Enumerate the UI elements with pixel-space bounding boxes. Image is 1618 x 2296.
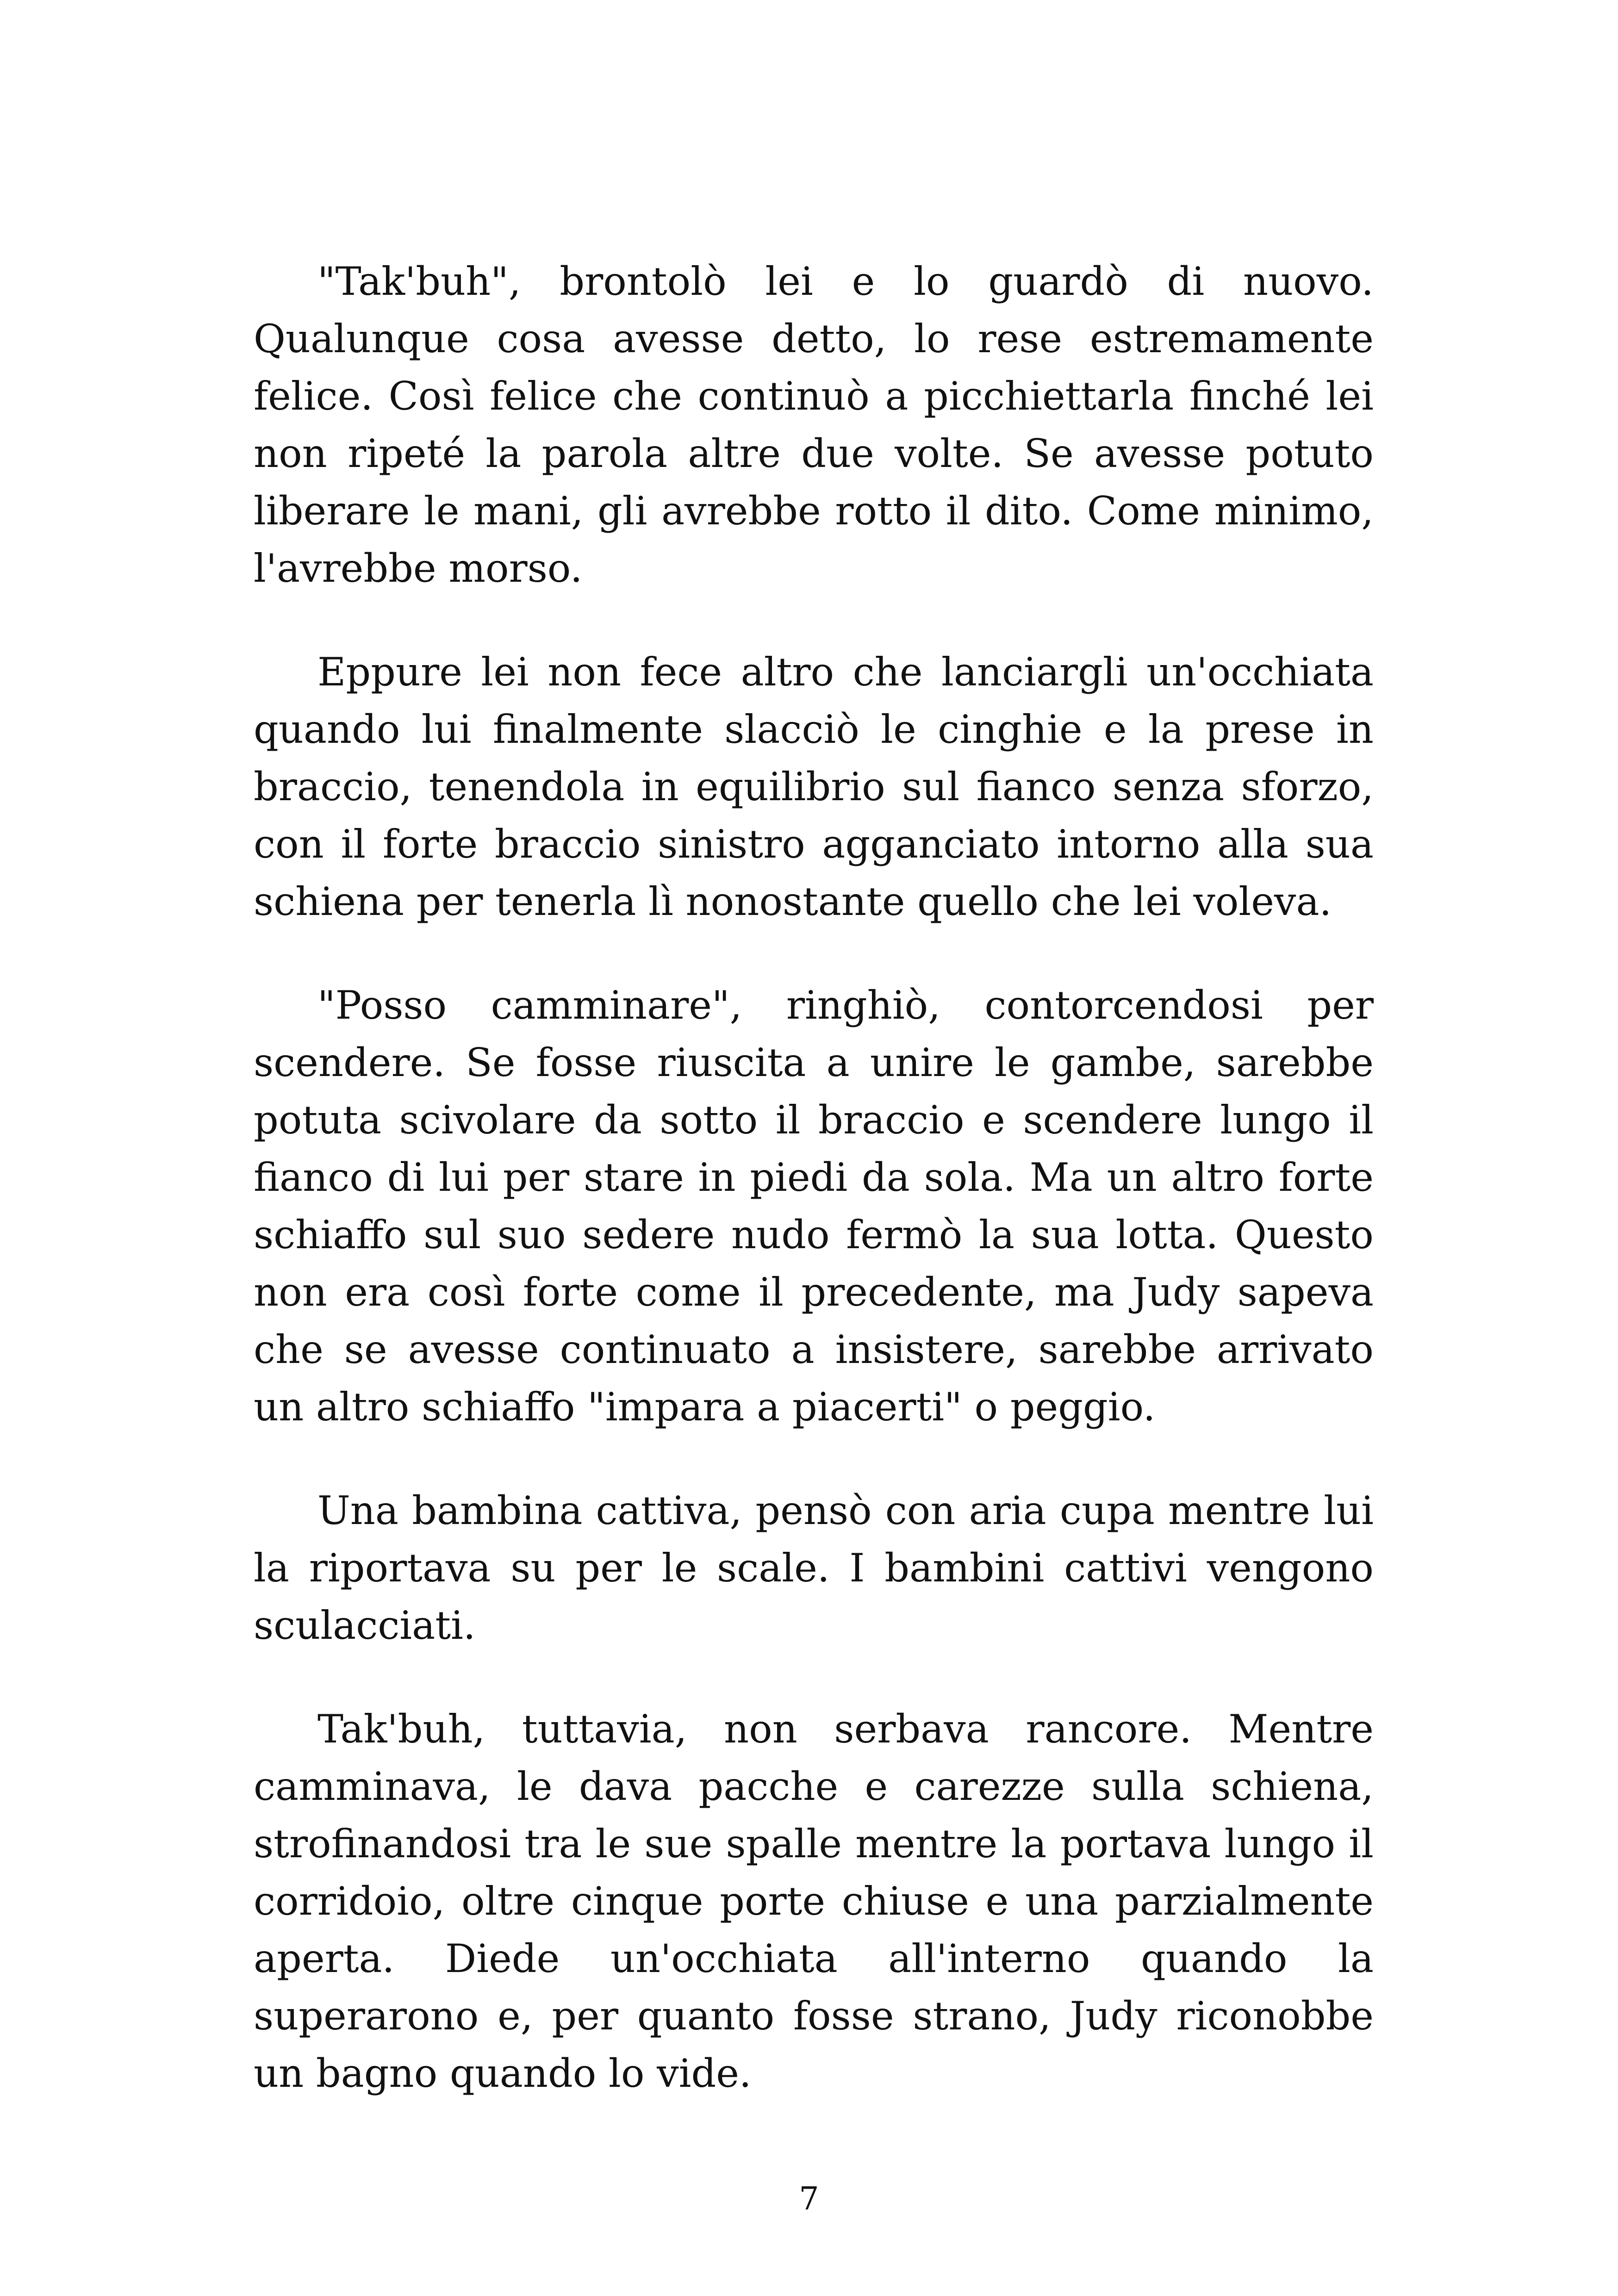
body-text bbox=[254, 253, 1374, 2148]
paragraph: Una bambina cattiva, pensò con aria cupa mentre lui la riportava su per le scale. I bambini cattivi vengono sculacciati. bbox=[254, 1488, 1374, 1648]
paragraph: "Tak'buh", brontolò lei e lo guardò di nuovo. Qualunque cosa avesse detto, lo rese estremamente felice. Così felice che continuò a picchiettarla finché lei non ripeté la parola altre due volte. Se avesse potuto liberare le mani, gli avrebbe rotto il dito. Come minimo, l'avrebbe morso. bbox=[254, 259, 1374, 591]
paragraph: Eppure lei non fece altro che lanciargli un'occhiata quando lui finalmente slacciò le cinghie e la prese in braccio, tenendola in equilibrio sul fianco senza sforzo, con il forte braccio sinistro agganciato intorno alla sua schiena per tenerla lì nonostante quello che lei voleva. bbox=[254, 649, 1374, 924]
paragraph: "Posso camminare", ringhiò, contorcendosi per scendere. Se fosse riuscita a unire le gambe, sarebbe potuta scivolare da sotto il braccio e scendere lungo il fianco di lui per stare in piedi da sola. Ma un altro forte schiaffo sul suo sedere nudo fermò la sua lotta. Questo non era così forte come il precedente, ma Judy sapeva che se avesse continuato a insistere, sarebbe arrivato un altro schiaffo "impara a piacerti" o peggio. bbox=[254, 983, 1374, 1430]
page-number: 7 bbox=[799, 2181, 819, 2217]
paragraph: Tak'buh, tuttavia, non serbava rancore. Mentre camminava, le dava pacche e carezze sulla schiena, strofinandosi tra le sue spalle mentre la portava lungo il corridoio, oltre cinque porte chiuse e una parzialmente aperta. Diede un'occhiata all'interno quando la superarono e, per quanto fosse strano, Judy riconobbe un bagno quando lo vide. bbox=[254, 1706, 1374, 2096]
